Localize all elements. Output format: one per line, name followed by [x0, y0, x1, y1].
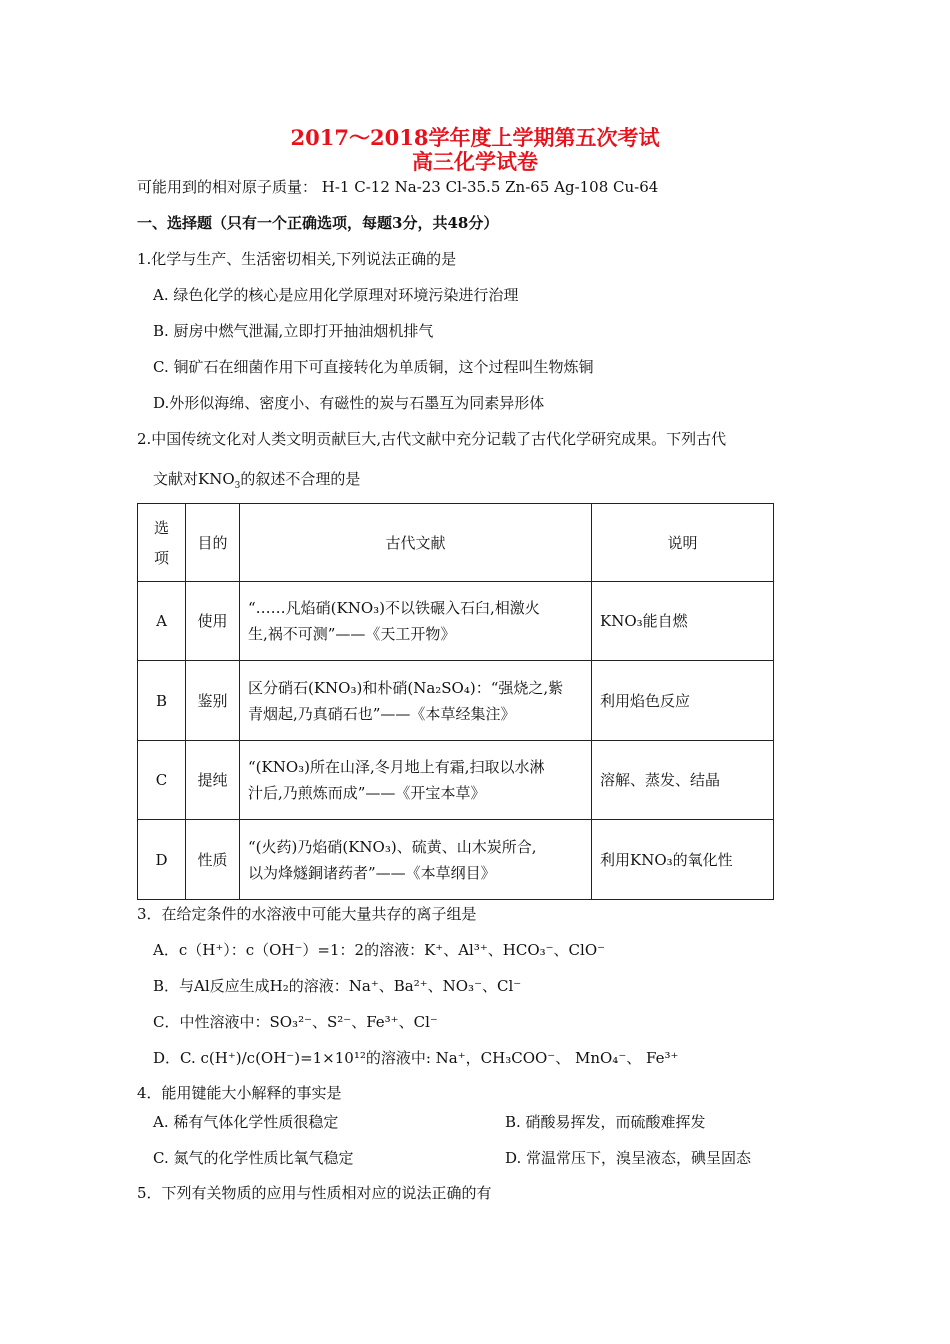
question-4-option-b: B. 硝酸易挥发，而硫酸难挥发: [505, 1113, 706, 1131]
row-purpose: 使用: [186, 582, 240, 661]
atomic-masses: 可能用到的相对原子质量： H-1 C-12 Na-23 Cl-35.5 Zn-65 Ag-108 Cu-64: [137, 178, 659, 196]
header-note: 说明: [592, 504, 774, 582]
question-1-option-a: A. 绿色化学的核心是应用化学原理对环境污染进行治理: [153, 286, 519, 304]
row-note: 利用KNO₃的氧化性: [592, 820, 774, 900]
row-note: KNO₃能自燃: [592, 582, 774, 661]
row-option: A: [138, 582, 186, 661]
question-3-stem: 3．在给定条件的水溶液中可能大量共存的离子组是: [137, 905, 477, 923]
table-row: [138, 661, 774, 741]
question-3-option-b: B．与Al反应生成H₂的溶液：Na⁺、Ba²⁺、NO₃⁻、Cl⁻: [153, 977, 522, 995]
section-heading: 一、选择题（只有一个正确选项，每题3分，共48分）: [137, 214, 499, 232]
table-header-row: [138, 504, 774, 582]
question-2-stem-line1: 2.中国传统文化对人类文明贡献巨大,古代文献中充分记载了古代化学研究成果。下列古代: [137, 430, 727, 448]
row-purpose: 性质: [186, 820, 240, 900]
literature-table: [137, 503, 774, 900]
row-literature: “……凡焰硝(KNO₃)不以铁碾入石臼,相激火 生,祸不可测”——《天工开物》: [240, 582, 592, 661]
question-3-option-a: A．c（H⁺）：c（OH⁻）=1：2的溶液：K⁺、Al³⁺、HCO₃⁻、ClO⁻: [153, 941, 606, 959]
question-1-option-c: C. 铜矿石在细菌作用下可直接转化为单质铜，这个过程叫生物炼铜: [153, 358, 594, 376]
row-literature: “(KNO₃)所在山泽,冬月地上有霜,扫取以水淋 汁后,乃煎炼而成”——《开宝本草》: [240, 741, 592, 820]
question-4-option-a: A. 稀有气体化学性质很稳定: [153, 1113, 339, 1131]
question-1-option-b: B. 厨房中燃气泄漏,立即打开抽油烟机排气: [153, 322, 434, 340]
question-4-stem: 4．能用键能大小解释的事实是: [137, 1084, 342, 1102]
row-note: 溶解、蒸发、结晶: [592, 741, 774, 820]
header-literature: 古代文献: [240, 504, 592, 582]
table-row: [138, 582, 774, 661]
question-4-option-d: D. 常温常压下，溴呈液态，碘呈固态: [505, 1149, 752, 1167]
question-1-stem: 1.化学与生产、生活密切相关,下列说法正确的是: [137, 250, 457, 268]
row-literature: “(火药)乃焰硝(KNO₃)、硫黄、山木炭所合, 以为烽燧銅诸药者”——《本草纲目》: [240, 820, 592, 900]
row-note: 利用焰色反应: [592, 661, 774, 741]
question-5-stem: 5．下列有关物质的应用与性质相对应的说法正确的有: [137, 1184, 492, 1202]
row-option: D: [138, 820, 186, 900]
header-option: 选项: [138, 504, 186, 582]
question-3-option-c: C．中性溶液中：SO₃²⁻、S²⁻、Fe³⁺、Cl⁻: [153, 1013, 438, 1031]
question-1-option-d: D.外形似海绵、密度小、有磁性的炭与石墨互为同素异形体: [153, 394, 545, 412]
row-literature: 区分硝石(KNO₃)和朴硝(Na₂SO₄)：“强烧之,紫 青烟起,乃真硝石也”——《本草经集注》: [240, 661, 592, 741]
row-option: B: [138, 661, 186, 741]
row-purpose: 鉴别: [186, 661, 240, 741]
header-purpose: 目的: [186, 504, 240, 582]
exam-subtitle: 高三化学试卷: [412, 149, 538, 174]
table-row: [138, 741, 774, 820]
question-3-option-d: D．C. c(H⁺)/c(OH⁻)=1×10¹²的溶液中: Na⁺，CH₃COO⁻、 MnO₄⁻、 Fe³⁺: [153, 1049, 679, 1067]
table-row: [138, 820, 774, 900]
row-option: C: [138, 741, 186, 820]
question-4-option-c: C. 氮气的化学性质比氧气稳定: [153, 1149, 354, 1167]
question-2-stem-line2: 文献对$KNO_3$的叙述不合理的是: [153, 470, 361, 491]
row-purpose: 提纯: [186, 741, 240, 820]
exam-title: 2017～2018学年度上学期第五次考试: [290, 125, 660, 150]
